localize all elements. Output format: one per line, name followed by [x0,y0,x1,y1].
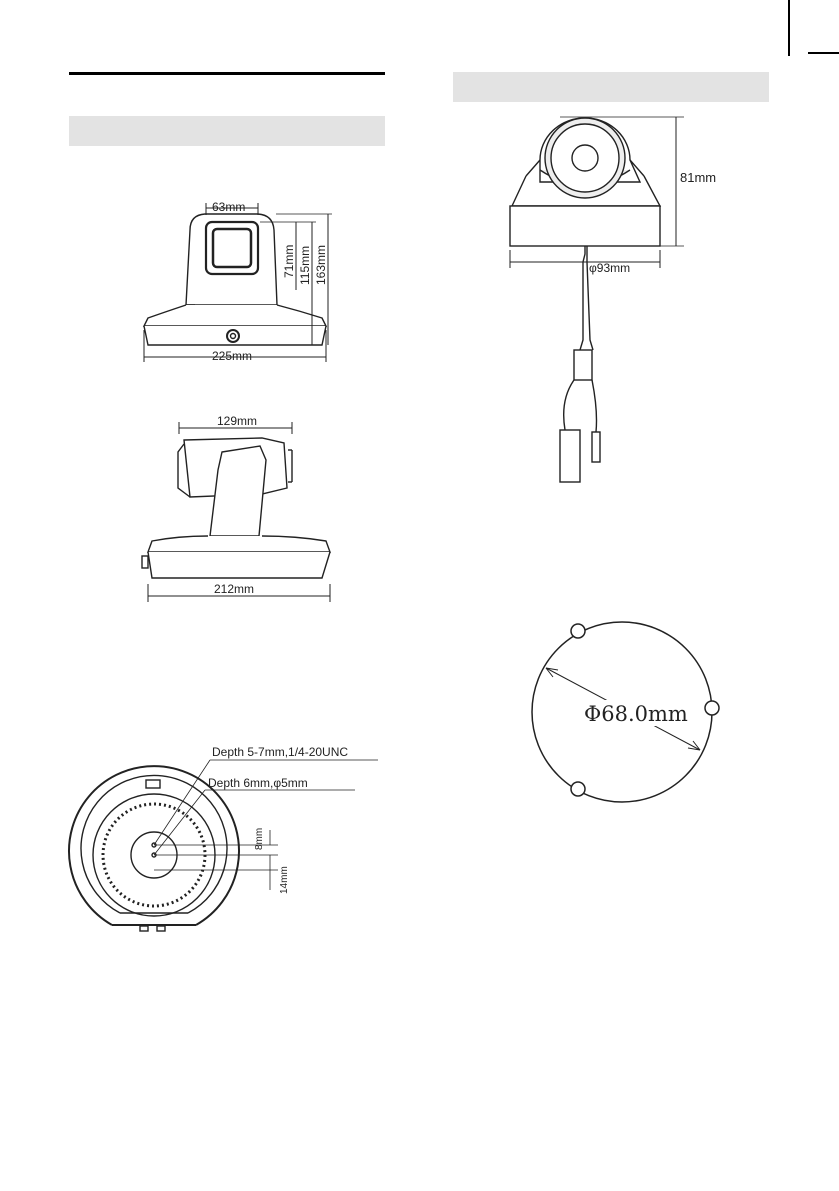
template-dia-label: Φ68.0mm [584,702,688,726]
front-width-label: 63mm [212,200,246,214]
dome-height-label: 81mm [680,170,717,185]
depth1-label: Depth 5-7mm,1/4-20UNC [212,745,349,759]
front-base-label: 225mm [212,349,253,363]
bottom-v2-label: 14mm [279,866,290,894]
depth2-label: Depth 6mm,φ5mm [208,776,308,790]
dome-dia-label: φ93mm [589,261,631,275]
front-height2-label: 115mm [298,245,312,285]
front-height1-label: 71mm [282,244,296,278]
side-base-label: 212mm [214,582,255,596]
front-height3-label: 163mm [314,244,328,285]
bottom-v1-label: 8mm [254,827,265,850]
side-top-label: 129mm [217,414,258,428]
